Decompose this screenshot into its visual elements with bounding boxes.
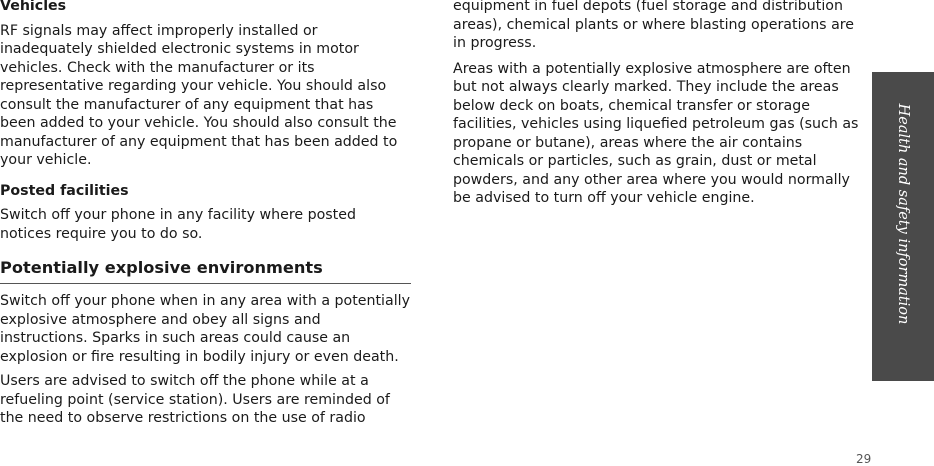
right-paragraph-1: equipment in fuel depots (fuel storage and distribution areas), chemical plants or where blasting operations are in progress. bbox=[453, 0, 855, 51]
right-paragraph-2: Areas with a potentially explosive atmosphere are often but not always clearly marked. They include the areas below deck on boats, chemical transfer or storage facilities, vehicles using liquefied petroleum gas (such as propane or butane), areas where the air contains chemicals or particles, such as grain, dust or metal powders, and any other area where you would normally be advised to turn off your vehicle engine. bbox=[453, 60, 859, 206]
explosive-environments-title: Potentially explosive environments bbox=[0, 257, 411, 284]
posted-facilities-paragraph: Switch off your phone in any facility where posted notices require you to do so. bbox=[0, 207, 356, 242]
vehicles-paragraph: RF signals may affect improperly installed or inadequately shielded electronic systems in motor vehicles. Check with the manufacturer or its representative regarding your vehicle. You should also consult the manufacturer of any equipment that has been added to your vehicle. You should also consult the manufacturer of any equipment that has been added to your vehicle. bbox=[0, 22, 398, 168]
page-number: 29 bbox=[856, 452, 872, 466]
explosive-paragraph-1: Switch off your phone when in any area with a potentially explosive atmosphere and obey all signs and instructions. Sparks in such areas could cause an explosion or fire resulting in bodily injury or even death. bbox=[0, 293, 410, 365]
right-column bbox=[453, 0, 863, 208]
explosive-paragraph-2: Users are advised to switch off the phone while at a refueling point (service station). Users are reminded of the need to observe restrictions on the use of radio bbox=[0, 373, 390, 426]
section-side-tab bbox=[872, 72, 934, 381]
vehicles-heading: Vehicles bbox=[0, 0, 67, 14]
side-tab-label: Health and safety information bbox=[895, 103, 911, 325]
left-column bbox=[0, 0, 411, 428]
posted-facilities-heading: Posted facilities bbox=[0, 182, 129, 199]
